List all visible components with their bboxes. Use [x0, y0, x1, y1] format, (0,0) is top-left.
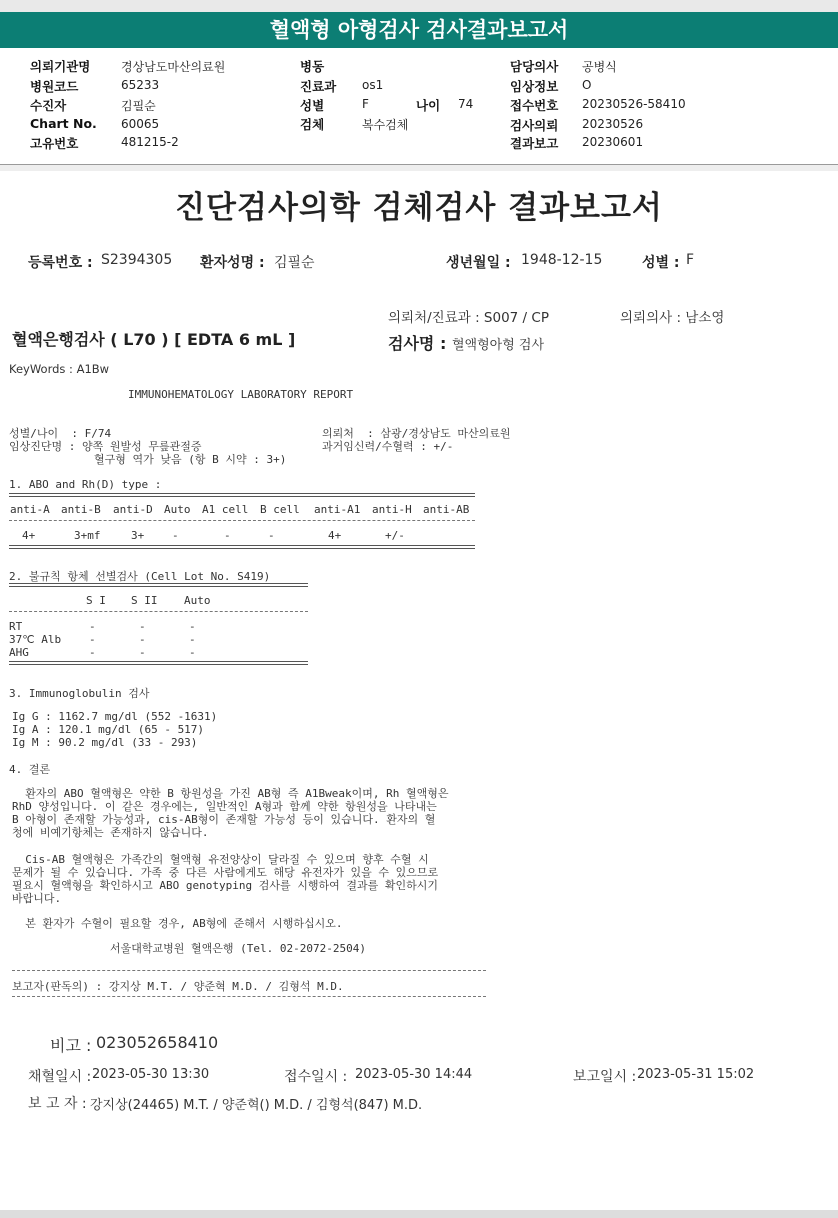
header-value-receipt-no: 20230526-58410: [582, 97, 686, 111]
doctor-line: 의뢰의사 : 남소영: [620, 310, 725, 326]
conclusion-line: 환자의 ABO 혈액형은 약한 B 항원성을 가진 AB형 즉 A1Bweak이며, Rh 혈액형은: [12, 787, 449, 800]
header-label-unique-no: 고유번호: [30, 136, 79, 151]
section1-mid-rule: [9, 520, 475, 521]
sex-value: F: [686, 252, 695, 268]
test-group: 혈액은행검사 ( L70 ) [ EDTA 6 mL ]: [12, 330, 296, 349]
header-value-hospital-code: 65233: [121, 78, 160, 92]
reporter-top-rule: [12, 970, 486, 971]
abo-header-cell: anti-A1: [314, 503, 361, 516]
abo-value-cell: 3+mf: [74, 529, 101, 542]
transfusion-note: 본 환자가 수혈이 필요할 경우, AB형에 준해서 시행하십시오.: [12, 917, 343, 930]
header-band: [0, 165, 838, 171]
header-label-department: 진료과: [300, 79, 337, 94]
antibody-row-value: -: [189, 620, 196, 633]
conclusion-line: 바랍니다.: [12, 892, 62, 905]
abo-value-cell: -: [172, 529, 179, 542]
report-time-value: 2023-05-31 15:02: [637, 1067, 755, 1082]
abo-value-cell: -: [224, 529, 231, 542]
blood-bank-line: 서울대학교병원 혈액은행 (Tel. 02-2072-2504): [110, 942, 366, 955]
patient-name-label: 환자성명 :: [200, 255, 265, 271]
header-title-bar: 혈액형 아형검사 검사결과보고서: [0, 12, 838, 48]
conclusion-line: 필요시 혈액형을 확인하시고 ABO genotyping 검사를 시행하여 결과를 확인하시기: [12, 879, 438, 892]
antibody-row-label: 37℃ Alb: [9, 633, 62, 646]
header-label-clinical-info: 임상정보: [510, 79, 559, 94]
test-name-value: 혈액형아형 검사: [452, 338, 545, 353]
abo-header-cell: B cell: [260, 503, 300, 516]
header-label-doctor: 담당의사: [510, 59, 559, 74]
section2-top-rule: [9, 583, 308, 587]
header-value-unique-no: 481215-2: [121, 135, 179, 149]
header-label-receipt-no: 접수번호: [510, 98, 559, 113]
header-value-result-date: 20230601: [582, 135, 644, 149]
header-value-age: 74: [458, 97, 474, 111]
antibody-header-cell: Auto: [184, 594, 211, 607]
antibody-row-value: -: [89, 633, 96, 646]
header-label-hospital-code: 병원코드: [30, 79, 79, 94]
lab-reporter: 보고자(판독의) : 강지상 M.T. / 양준혁 M.D. / 김형석 M.D.: [12, 980, 344, 993]
receive-label: 접수일시 :: [284, 1069, 348, 1085]
antibody-row-label: RT: [9, 620, 23, 633]
antibody-header-cell: S II: [131, 594, 158, 607]
header-value-chart-no: 60065: [121, 117, 160, 131]
antibody-row-value: -: [139, 620, 146, 633]
note-value: 023052658410: [96, 1033, 219, 1052]
abo-header-cell: anti-A: [10, 503, 50, 516]
dob-label: 생년월일 :: [446, 255, 511, 271]
header-label-specimen: 검체: [300, 117, 325, 132]
reporter-bottom-rule: [12, 996, 486, 997]
ig-line: Ig G : 1162.7 mg/dl (552 -1631): [12, 710, 218, 723]
antibody-row-value: -: [189, 646, 196, 659]
footer-reporter-label: 보 고 자 :: [28, 1096, 87, 1112]
antibody-header-cell: S I: [86, 594, 106, 607]
header-label-request-date: 검사의뢰: [510, 118, 559, 133]
ig-line: Ig A : 120.1 mg/dl (65 - 517): [12, 723, 205, 736]
reg-no-label: 등록번호 :: [28, 255, 93, 271]
conclusion-line: Cis-AB 혈액형은 가족간의 혈액형 유전양상이 달라질 수 있으며 향후 수혈 시: [12, 853, 429, 866]
lab-sex-age: 성별/나이 : F/74: [9, 427, 112, 440]
section2-title: 2. 불규칙 항체 선별검사 (Cell Lot No. S419): [9, 570, 271, 583]
ig-line: Ig M : 90.2 mg/dl (33 - 293): [12, 736, 198, 749]
conclusion-line: 문제가 될 수 있습니다. 가족 중 다른 사람에게도 해당 유전자가 있을 수 있으므로: [12, 866, 439, 879]
abo-header-cell: anti-B: [61, 503, 101, 516]
header-value-clinical-info: O: [582, 78, 592, 92]
antibody-row-value: -: [89, 620, 96, 633]
header-value-specimen: 복수검체: [362, 118, 409, 132]
note-label: 비고 :: [50, 1036, 92, 1055]
section1-bottom-rule: [9, 545, 475, 549]
collect-value: 2023-05-30 13:30: [92, 1067, 210, 1082]
abo-value-cell: 4+: [22, 529, 36, 542]
antibody-row-label: AHG: [9, 646, 29, 659]
receive-value: 2023-05-30 14:44: [355, 1067, 473, 1082]
abo-value-cell: -: [268, 529, 275, 542]
antibody-row-value: -: [139, 646, 146, 659]
header-label-patient: 수진자: [30, 98, 67, 113]
abo-value-cell: +/-: [385, 529, 405, 542]
section2-bottom-rule: [9, 661, 308, 665]
dept-line: 의뢰처/진료과 : S007 / CP: [388, 310, 549, 326]
section3-title: 3. Immunoglobulin 검사: [9, 687, 150, 700]
report-time-label: 보고일시 :: [573, 1069, 637, 1085]
header-label-ward: 병동: [300, 59, 325, 74]
header-value-sex: F: [362, 97, 369, 111]
header-label-chart-no: Chart No.: [30, 116, 97, 131]
header-value-request-date: 20230526: [582, 117, 644, 131]
header-value-doctor: 공병식: [582, 60, 617, 74]
bottom-strip: [0, 1210, 838, 1218]
antibody-row-value: -: [89, 646, 96, 659]
antibody-row-value: -: [139, 633, 146, 646]
abo-header-cell: anti-AB: [423, 503, 470, 516]
report-title: 진단검사의학 검체검사 결과보고서: [175, 190, 663, 226]
section1-title: 1. ABO and Rh(D) type :: [9, 478, 162, 491]
sex-label: 성별 :: [642, 255, 680, 271]
header-value-patient: 김필순: [121, 99, 156, 113]
antibody-row-value: -: [189, 633, 196, 646]
abo-value-cell: 4+: [328, 529, 342, 542]
header-value-department: os1: [362, 78, 384, 92]
abo-header-cell: Auto: [164, 503, 191, 516]
header-label-age: 나이: [416, 98, 441, 113]
lab-referrer: 의뢰처 : 삼광/경상남도 마산의료원: [322, 427, 511, 440]
section2-mid-rule: [9, 611, 308, 612]
dob-value: 1948-12-15: [521, 252, 603, 268]
header-label-hospital: 의뢰기관명: [30, 59, 91, 74]
patient-name-value: 김필순: [274, 255, 315, 271]
test-name-label: 검사명 :: [388, 334, 447, 353]
header-label-sex: 성별: [300, 98, 325, 113]
lab-history: 과거임신력/수혈력 : +/-: [322, 440, 454, 453]
abo-value-cell: 3+: [131, 529, 145, 542]
section1-top-rule: [9, 493, 475, 497]
abo-header-cell: anti-H: [372, 503, 412, 516]
abo-header-cell: A1 cell: [202, 503, 249, 516]
conclusion-line: 청에 비예기항체는 존재하지 않습니다.: [12, 826, 209, 839]
reg-no-value: S2394305: [101, 252, 173, 268]
footer-reporter-value: 강지상(24465) M.T. / 양준혁() M.D. / 김형석(847) M.D.: [90, 1098, 423, 1113]
abo-header-cell: anti-D: [113, 503, 153, 516]
collect-label: 채혈일시 :: [28, 1069, 92, 1085]
lab-serum-note: 혈구형 역가 낮음 (항 B 시약 : 3+): [94, 453, 287, 466]
conclusion-line: RhD 양성입니다. 이 같은 경우에는, 일반적인 A형과 함께 약한 항원성을 나타내는: [12, 800, 437, 813]
conclusion-line: B 아형이 존재할 가능성과, cis-AB형이 존재할 가능성 등이 있습니다. 환자의 혈: [12, 813, 436, 826]
header-label-result-date: 결과보고: [510, 136, 559, 151]
header-value-hospital: 경상남도마산의료원: [121, 60, 226, 74]
keywords: KeyWords : A1Bw: [9, 362, 110, 376]
lab-report-heading: IMMUNOHEMATOLOGY LABORATORY REPORT: [128, 388, 354, 401]
section4-title: 4. 결론: [9, 763, 51, 776]
top-strip: [0, 0, 838, 12]
lab-diagnosis: 임상진단명 : 양쪽 원발성 무릎관절증: [9, 440, 202, 453]
